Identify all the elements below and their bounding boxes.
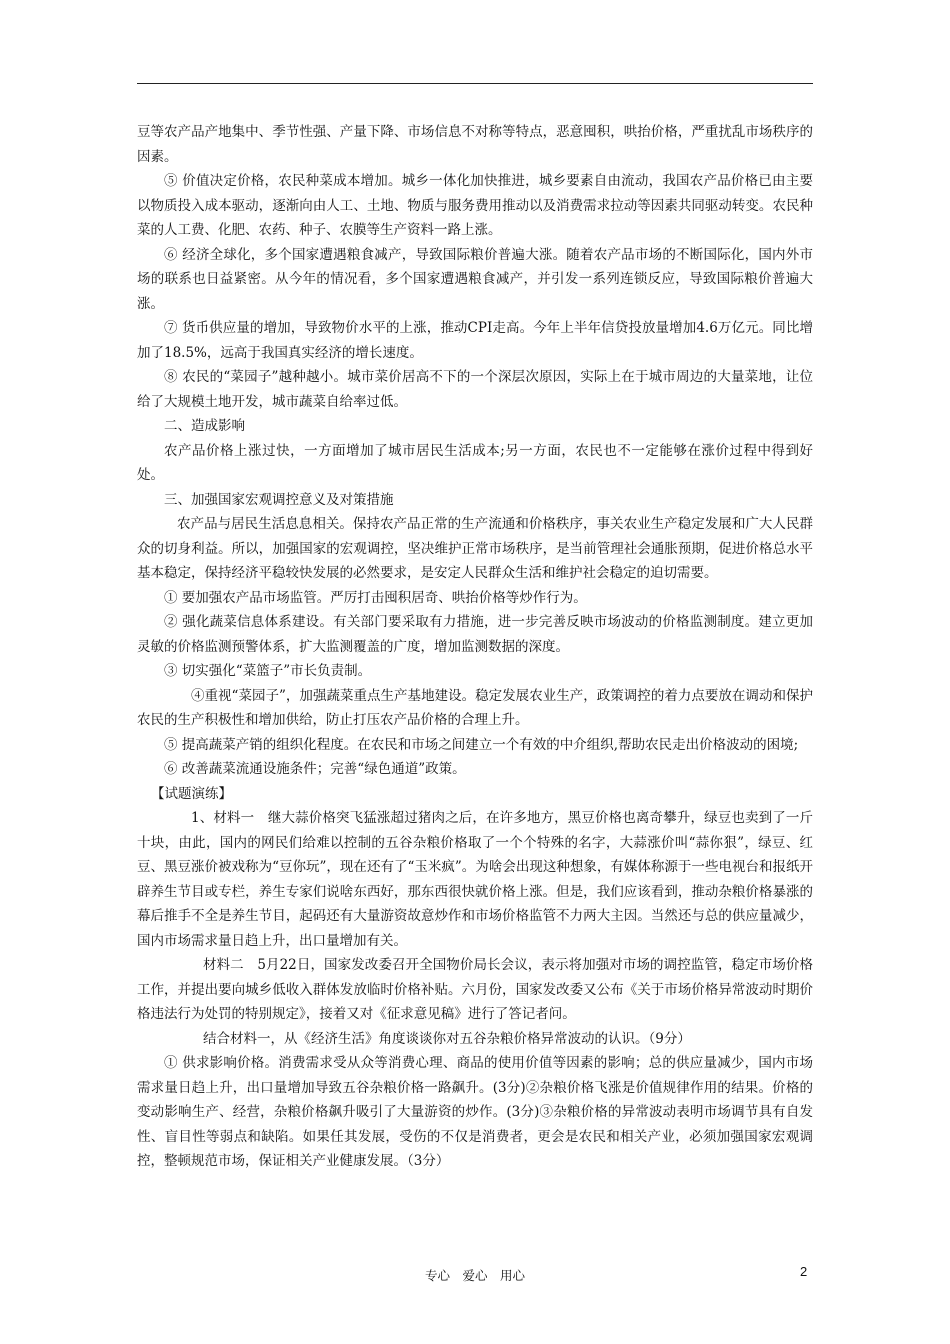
section-heading: 三、加强国家宏观调控意义及对策措施	[164, 491, 394, 508]
answer: ① 供求影响价格。消费需求受从众等消费心理、商品的使用价值等因素的影响；总的供应量减少，国内市场需求量日趋上升，出口量增加导致五谷杂粮价格一路飙升。(3分)②杂粮价格飞涨是价值规律作用的结果。价格的变动影响生产、经营，杂粮价格飙升吸引了大量游资的炒作。(3分)③杂粮价格的异常波动表明市场调节具有自发性、盲目性等弱点和缺陷。如果任其发展，受伤的不仅是消费者，更会是农民和相关产业，必须加强国家宏观调控，整顿规范市场，保证相关产业健康发展。（3分）	[137, 1055, 813, 1169]
question: 结合材料一，从《经济生活》角度谈谈你对五谷杂粮价格异常波动的认识。（9分）	[203, 1030, 691, 1047]
section-heading: 二、造成影响	[164, 418, 245, 434]
paragraph: ③ 切实强化“菜篮子”市长负责制。	[164, 663, 372, 679]
paragraph: ① 要加强农产品市场监管。严厉打击囤积居奇、哄抬价格等炒作行为。	[164, 589, 587, 606]
paragraph: 农产品与居民生活息息相关。保持农产品正常的生产流通和价格秩序，事关农业生产稳定发展和广大人民群众的切身利益。所以，加强国家的宏观调控，坚决维护正常市场秩序，是当前管理社会通胀预期，促进价格总水平基本稳定，保持经济平稳较快发展的必然要求，是安定人民群众生活和维护社会稳定的迫切需要。	[137, 516, 813, 581]
paragraph: 材料二 5月22日，国家发改委召开全国物价局长会议，表示将加强对市场的调控监管，稳定市场价格工作，并提出要向城乡低收入群体发放临时价格补贴。六月份，国家发改委又公布《关于市场价格异常波动时期价格违法行为处罚的特别规定》，接着又对《征求意见稿》进行了答记者问。	[137, 957, 813, 1022]
page-number: 2	[800, 1264, 808, 1279]
paragraph: ⑥ 改善蔬菜流通设施条件；完善“绿色通道”政策。	[164, 761, 466, 777]
document-body	[137, 120, 813, 1174]
paragraph: 1、材料一 继大蒜价格突飞猛涨超过猪肉之后，在许多地方，黑豆价格也离奇攀升，绿豆也卖到了一斤十块，由此，国内的网民们给难以控制的五谷杂粮价格取了一个个特殊的名字，大蒜涨价叫“蒜你狠”，绿豆、红豆、黑豆涨价被戏称为“豆你玩”，现在还有了“玉米疯”。为啥会出现这种想象，有媒体称源于一些电视台和报纸开辟养生节目或专栏，养生专家们说啥东西好，那东西很快就价格上涨。但是，我们应该看到，推动杂粮价格暴涨的幕后推手不全是养生节目，起码还有大量游资故意炒作和市场价格监管不力两大主因。当然还与总的供应量减少，国内市场需求量日趋上升，出口量增加有关。	[137, 810, 813, 949]
paragraph: ⑤ 价值决定价格，农民种菜成本增加。城乡一体化加快推进，城乡要素自由流动，我国农产品价格已由主要以物质投入成本驱动，逐渐向由人工、土地、物质与服务费用推动以及消费需求拉动等因素共同驱动转变。农民种菜的人工费、化肥、农药、种子、农膜等生产资料一路上涨。	[137, 173, 813, 238]
paragraph: 豆等农产品产地集中、季节性强、产量下降、市场信息不对称等特点，恶意囤积，哄抬价格，严重扰乱市场秩序的因素。	[137, 124, 813, 165]
paragraph: ⑤ 提高蔬菜产销的组织化程度。在农民和市场之间建立一个有效的中介组织,帮助农民走出价格波动的困境;	[164, 736, 799, 753]
paragraph: ⑦ 货币供应量的增加，导致物价水平的上涨，推动CPI走高。今年上半年信贷投放量增加4.6万亿元。同比增加了18.5%，远高于我国真实经济的增长速度。	[137, 320, 813, 361]
exercise-heading: 【试题演练】	[151, 785, 232, 802]
paragraph: ⑥ 经济全球化，多个国家遭遇粮食减产，导致国际粮价普遍大涨。随着农产品市场的不断国际化，国内外市场的联系也日益紧密。从今年的情况看，多个国家遭遇粮食减产，并引发一系列连锁反应，导致国际粮价普遍大涨。	[137, 246, 813, 312]
paragraph: ② 强化蔬菜信息体系建设。有关部门要采取有力措施，进一步完善反映市场波动的价格监测制度。建立更加灵敏的价格监测预警体系，扩大监测覆盖的广度，增加监测数据的深度。	[137, 614, 813, 655]
paragraph: 农产品价格上涨过快，一方面增加了城市居民生活成本;另一方面，农民也不一定能够在涨价过程中得到好处。	[137, 442, 813, 483]
header-rule	[137, 83, 813, 84]
paragraph: ⑧ 农民的“菜园子”越种越小。城市菜价居高不下的一个深层次原因，实际上在于城市周边的大量菜地，让位给了大规模土地开发，城市蔬菜自给率过低。	[137, 369, 813, 410]
footer-slogan: 专心 爱心 用心	[424, 1268, 525, 1283]
paragraph: ④重视“菜园子”，加强蔬菜重点生产基地建设。稳定发展农业生产，政策调控的着力点要放在调动和保护农民的生产积极性和增加供给，防止打压农产品价格的合理上升。	[137, 687, 813, 728]
